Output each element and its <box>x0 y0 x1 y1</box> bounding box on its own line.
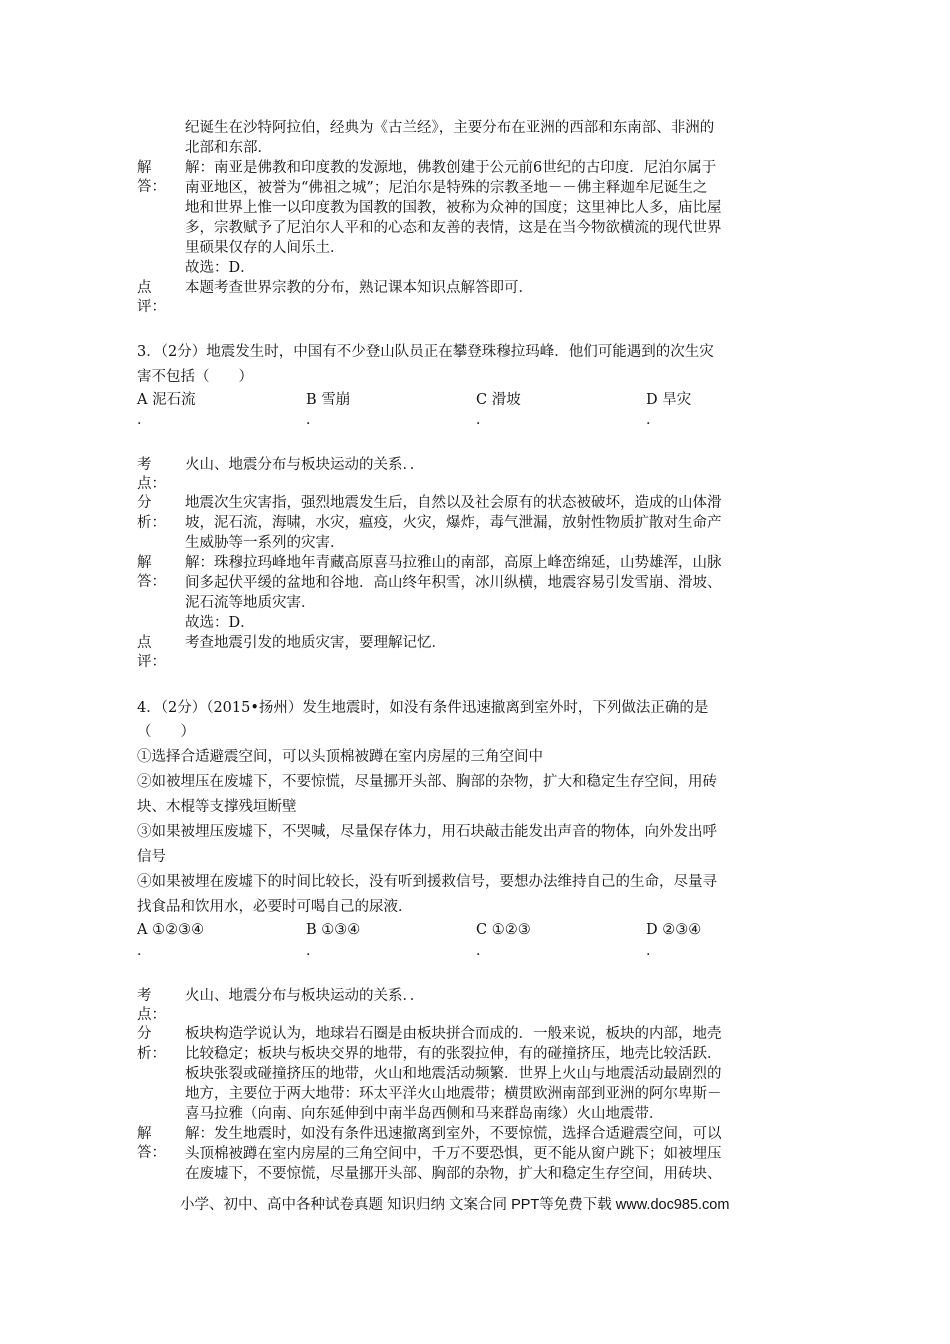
jieda-label: 答： <box>137 1145 166 1161</box>
q4-statement: 块、木棍等支撑残垣断壁 <box>137 799 297 815</box>
dianping-label: 点 <box>137 635 152 651</box>
kaodian-text: 火山、地震分布与板块运动的关系．． <box>185 988 425 1004</box>
q3-option-b: B 雪崩 <box>306 392 351 408</box>
q3-option-a: A 泥石流 <box>137 392 196 408</box>
jieda-label: 答： <box>137 574 166 590</box>
jieda-line: 解：发生地震时，如没有条件迅速撤离到室外，不要惊慌，选择合适避震空间，可以 <box>185 1126 722 1142</box>
q4-option-b: B ①③④ <box>306 922 361 938</box>
q4-statement: 信号 <box>137 849 166 865</box>
fenxi-line: 喜马拉雅（向南、向东延伸到中南半岛西侧和马来群岛南缘）火山地震带． <box>185 1106 664 1122</box>
option-dot: . <box>137 943 142 959</box>
fenxi-line: 板块张裂或碰撞挤压的地带，火山和地震活动频繁．世界上火山与地震活动最剧烈的 <box>185 1066 722 1082</box>
q4-option-c: C ①②③ <box>476 922 531 938</box>
jieda-line: 故选：D． <box>185 615 255 631</box>
jieda-line: 解：珠穆拉玛峰地年青藏高原喜马拉雅山的南部，高原上峰峦绵延，山势雄浑，山脉 <box>185 555 722 571</box>
option-dot: . <box>646 412 651 428</box>
jieda-label: 解 <box>137 555 152 571</box>
jieda-line: 多，宗教赋予了尼泊尔人平和的心态和友善的表情，这是在当今物欲横流的现代世界 <box>185 220 722 236</box>
fenxi-line: 板块构造学说认为，地球岩石圈是由板块拼合而成的．一般来说，板块的内部，地壳 <box>185 1026 722 1042</box>
fenxi-line: 地震次生灾害指，强烈地震发生后，自然以及社会原有的状态被破坏，造成的山体滑 <box>185 495 722 511</box>
dianping-label: 评： <box>137 299 166 315</box>
fenxi-label: 分 <box>137 495 152 511</box>
fenxi-line: 比较稳定；板块与板块交界的地带，有的张裂拉伸，有的碰撞挤压，地壳比较活跃． <box>185 1046 722 1062</box>
jieda-label: 答： <box>137 179 166 195</box>
dianping-label: 点 <box>137 280 152 296</box>
q4-stem: （ ） <box>137 724 195 740</box>
fenxi-line: 生威胁等一系列的灾害． <box>185 535 345 551</box>
q3-stem: 3．（2分）地震发生时，中国有不少登山队员正在攀登珠穆拉玛峰．他们可能遇到的次生灾 <box>137 344 714 360</box>
jieda-line: 解：南亚是佛教和印度教的发源地，佛教创建于公元前6世纪的古印度．尼泊尔属于 <box>185 160 717 176</box>
jieda-line: 故选：D． <box>185 260 255 276</box>
jieda-line: 地和世界上惟一以印度教为国教的国教，被称为众神的国度；这里神比人多，庙比屋 <box>185 200 722 216</box>
jieda-line: 在废墟下，不要惊慌，尽量挪开头部、胸部的杂物，扩大和稳定生存空间，用砖块、 <box>185 1166 722 1182</box>
dianping-text: 考查地震引发的地质灾害，要理解记忆． <box>185 635 446 651</box>
jieda-line: 间多起伏平缓的盆地和谷地．高山终年积雪，冰川纵横，地震容易引发雪崩、滑坡、 <box>185 575 722 591</box>
kaodian-label: 考 <box>137 457 152 473</box>
option-dot: . <box>646 943 651 959</box>
jieda-line: 泥石流等地质灾害． <box>185 595 316 611</box>
kaodian-label: 点： <box>137 1007 166 1023</box>
option-dot: . <box>306 943 311 959</box>
jieda-label: 解 <box>137 1126 152 1142</box>
fenxi-line: 坡，泥石流，海啸，水灾，瘟疫，火灾，爆炸，毒气泄漏，放射性物质扩散对生命产 <box>185 515 722 531</box>
q4-statement: ②如被埋压在废墟下，不要惊慌，尽量挪开头部、胸部的杂物，扩大和稳定生存空间，用砖 <box>137 774 717 790</box>
q3-option-c: C 滑坡 <box>476 392 521 408</box>
kaodian-label: 点： <box>137 476 166 492</box>
prev-text-line: 纪诞生在沙特阿拉伯，经典为《古兰经》，主要分布在亚洲的西部和东南部、非洲的 <box>185 120 715 136</box>
dianping-text: 本题考查世界宗教的分布，熟记课本知识点解答即可． <box>185 280 533 296</box>
q4-statement: ④如果被埋在废墟下的时间比较长，没有听到援救信号，要想办法维持自己的生命，尽量寻 <box>137 874 717 890</box>
q4-statement: ③如果被埋压废墟下，不哭喊，尽量保存体力，用石块敲击能发出声音的物体，向外发出呼 <box>137 824 717 840</box>
q4-statement: 找食品和饮用水，必要时可喝自己的尿液． <box>137 899 413 915</box>
fenxi-label: 分 <box>137 1026 152 1042</box>
option-dot: . <box>476 412 481 428</box>
option-dot: . <box>476 943 481 959</box>
q4-option-d: D ②③④ <box>646 922 702 938</box>
kaodian-text: 火山、地震分布与板块运动的关系．． <box>185 457 425 473</box>
dianping-label: 评： <box>137 654 166 670</box>
jieda-line: 头顶棉被蹲在室内房屋的三角空间中，千万不要恐惧，更不能从窗户跳下；如被埋压 <box>185 1146 722 1162</box>
q4-option-a: A ①②③④ <box>137 922 205 938</box>
fenxi-label: 析： <box>137 515 166 531</box>
jieda-line: 南亚地区，被誉为“佛祖之城”；尼泊尔是特殊的宗教圣地－－佛主释迦牟尼诞生之 <box>185 180 708 196</box>
fenxi-line: 地方，主要位于两大地带：环太平洋火山地震带；横贯欧洲南部到亚洲的阿尔卑斯－ <box>185 1086 722 1102</box>
option-dot: . <box>137 412 142 428</box>
jieda-line: 里硕果仅存的人间乐土． <box>185 240 345 256</box>
jieda-label: 解 <box>137 160 152 176</box>
kaodian-label: 考 <box>137 988 152 1004</box>
option-dot: . <box>306 412 311 428</box>
q4-statement: ①选择合适避震空间，可以头顶棉被蹲在室内房屋的三角空间中 <box>137 749 543 765</box>
q3-option-d: D 旱灾 <box>646 392 692 408</box>
q4-stem: 4．（2分）（2015•扬州）发生地震时，如没有条件迅速撤离到室外时，下列做法正确的是 <box>137 700 709 716</box>
prev-text-line: 北部和东部． <box>185 140 272 156</box>
page-footer: 小学、初中、高中各种试卷真题 知识归纳 文案合同 PPT等免费下载 www.doc985.com <box>180 1197 730 1213</box>
q3-stem: 害不包括（ ） <box>137 369 253 385</box>
fenxi-label: 析： <box>137 1046 166 1062</box>
